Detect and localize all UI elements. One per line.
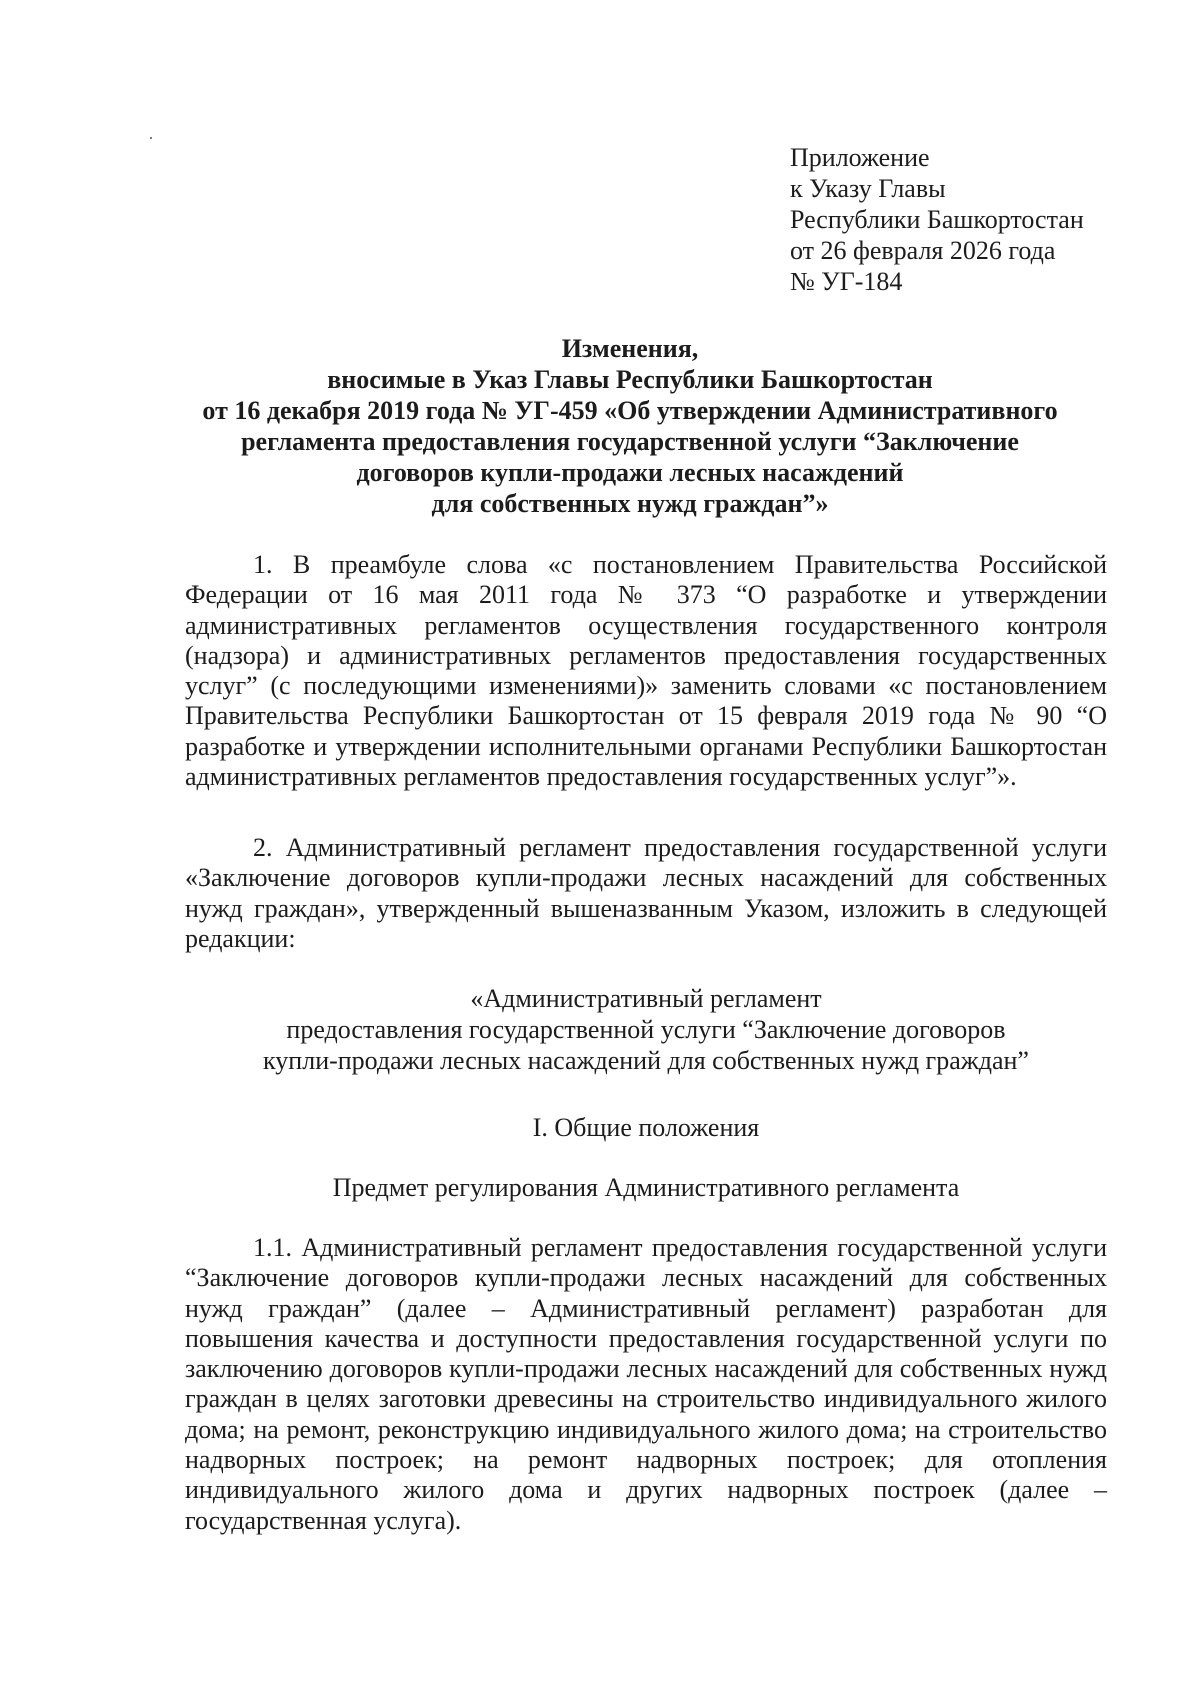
subject-title: Предмет регулирования Административного регламента — [332, 1173, 960, 1202]
appendix-line: к Указу Главы — [790, 174, 946, 203]
appendix-line: № УГ-184 — [790, 267, 903, 296]
paragraph-block-1 — [185, 550, 1107, 792]
regulation-title-line: «Административный регламент — [470, 984, 822, 1013]
paragraph-block-2 — [185, 833, 1107, 954]
paragraph-regulation: 2. Административный регламент предоставления государственной услуги «Заключение договоров купли-продажи лесных насаждений для собственных нужд граждан», утвержденный вышеназванным Указом, изложить в следующей редакции: — [185, 833, 1107, 953]
paragraph-preamble: 1. В преамбуле слова «с постановлением Правительства Российской Федерации от 16 мая 2011 года № 373 “О разработке и утверждении административных регламентов осуществления государственного контроля (надзора) и административных регламентов предоставления государственных услуг” (с последующими изменениями)» заменить словами «с постановлением Правительства Республики Башкортостан от 15 февраля 2019 года № 90 “О разработке и утверждении исполнительными органами Республики Башкортостан административных регламентов предоставления государственных услуг”». — [185, 550, 1107, 792]
heading-line: регламента предоставления государственной услуги “Заключение — [241, 427, 1019, 456]
heading-line: от 16 декабря 2019 года № УГ-459 «Об утверждении Административного — [202, 396, 1058, 425]
appendix-block — [790, 142, 1084, 297]
regulation-title — [185, 983, 1107, 1076]
regulation-title-line: предоставления государственной услуги “Заключение договоров — [286, 1015, 1006, 1044]
appendix-line: Приложение — [790, 143, 930, 172]
document-heading — [160, 333, 1100, 519]
appendix-line: Республики Башкортостан — [790, 205, 1084, 234]
scan-speck — [150, 137, 152, 139]
heading-line: Изменения, — [561, 334, 699, 363]
heading-line: договоров купли-продажи лесных насаждений — [356, 458, 904, 487]
section-title: I. Общие положения — [532, 1113, 760, 1142]
heading-line: вносимые в Указ Главы Республики Башкортостан — [327, 365, 933, 394]
appendix-line: от 26 февраля 2026 года — [790, 236, 1056, 265]
paragraph-1-1: 1.1. Административный регламент предоставления государственной услуги “Заключение договоров купли-продажи лесных насаждений для собственных нужд граждан” (далее – Административный регламент) разработан для повышения качества и доступности предоставления государственной услуги по заключению договоров купли-продажи лесных насаждений для собственных нужд граждан в целях заготовки древесины на строительство индивидуального жилого дома; на ремонт, реконструкцию индивидуального жилого дома; на строительство надворных построек; на ремонт надворных построек; для отопления индивидуального жилого дома и других надворных построек (далее – государственная услуга). — [185, 1233, 1107, 1535]
paragraph-block-3 — [185, 1233, 1107, 1536]
heading-line: для собственных нужд граждан”» — [431, 489, 829, 518]
regulation-title-line: купли-продажи лесных насаждений для собственных нужд граждан” — [263, 1046, 1029, 1075]
